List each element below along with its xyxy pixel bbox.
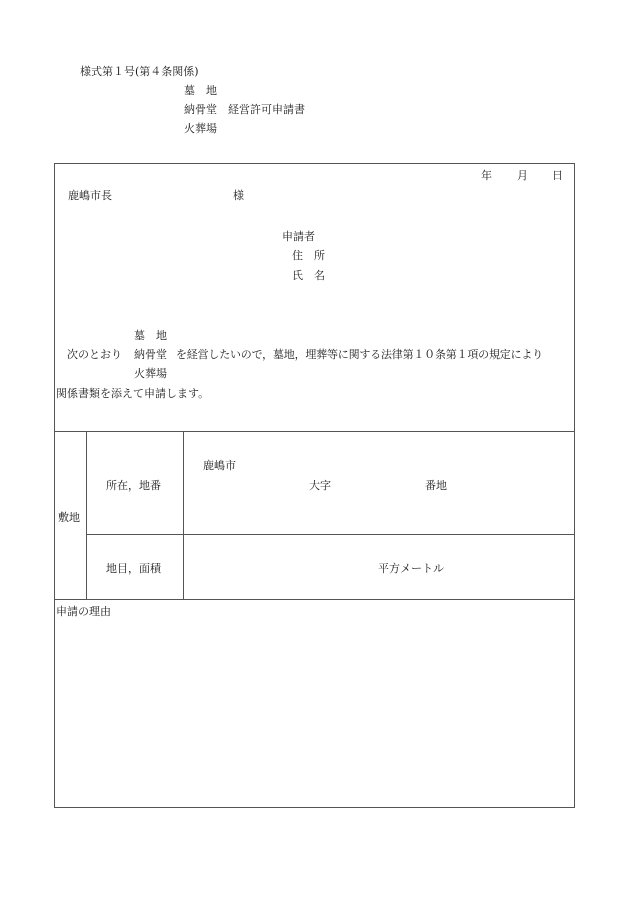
- reason-label: 申請の理由: [56, 605, 111, 618]
- divider-site-label-col: [86, 431, 87, 599]
- title-option-crematorium: 火葬場: [184, 122, 217, 135]
- addressee-honorific: 様: [233, 189, 244, 202]
- applicant-address-label: 住 所: [292, 249, 325, 262]
- body-option-cemetery: 墓 地: [134, 329, 167, 342]
- applicant-name-label: 氏 名: [292, 269, 325, 282]
- title-option-cemetery: 墓 地: [184, 84, 217, 97]
- site-location-label: 所在，地番: [106, 479, 161, 492]
- form-number: 様式第１号(第４条関係): [80, 65, 199, 78]
- divider-reason: [54, 599, 575, 600]
- body-continuation: 関係書類を添えて申請します。: [56, 387, 210, 400]
- site-area-unit: 平方メートル: [378, 562, 444, 575]
- date-year-label: 年: [481, 169, 492, 182]
- site-banchi-label: 番地: [425, 479, 447, 492]
- applicant-heading: 申請者: [282, 230, 315, 243]
- body-option-ossuary: 納骨堂: [134, 348, 167, 361]
- divider-site-rows: [86, 534, 575, 535]
- site-label: 敷地: [58, 511, 80, 524]
- divider-site-value-col: [183, 431, 184, 599]
- body-prefix: 次のとおり: [67, 348, 122, 361]
- divider-top-section: [54, 431, 575, 432]
- body-option-crematorium: 火葬場: [134, 367, 167, 380]
- body-main-text: を経営したいので，墓地，埋葬等に関する法律第１０条第１項の規定により: [176, 348, 543, 361]
- addressee-name: 鹿嶋市長: [68, 189, 112, 202]
- site-area-label: 地目，面積: [106, 562, 161, 575]
- title-main: 納骨堂 経営許可申請書: [184, 103, 305, 116]
- site-city: 鹿嶋市: [203, 459, 236, 472]
- site-oaza-label: 大字: [309, 479, 331, 492]
- date-month-label: 月: [517, 169, 528, 182]
- date-day-label: 日: [552, 169, 563, 182]
